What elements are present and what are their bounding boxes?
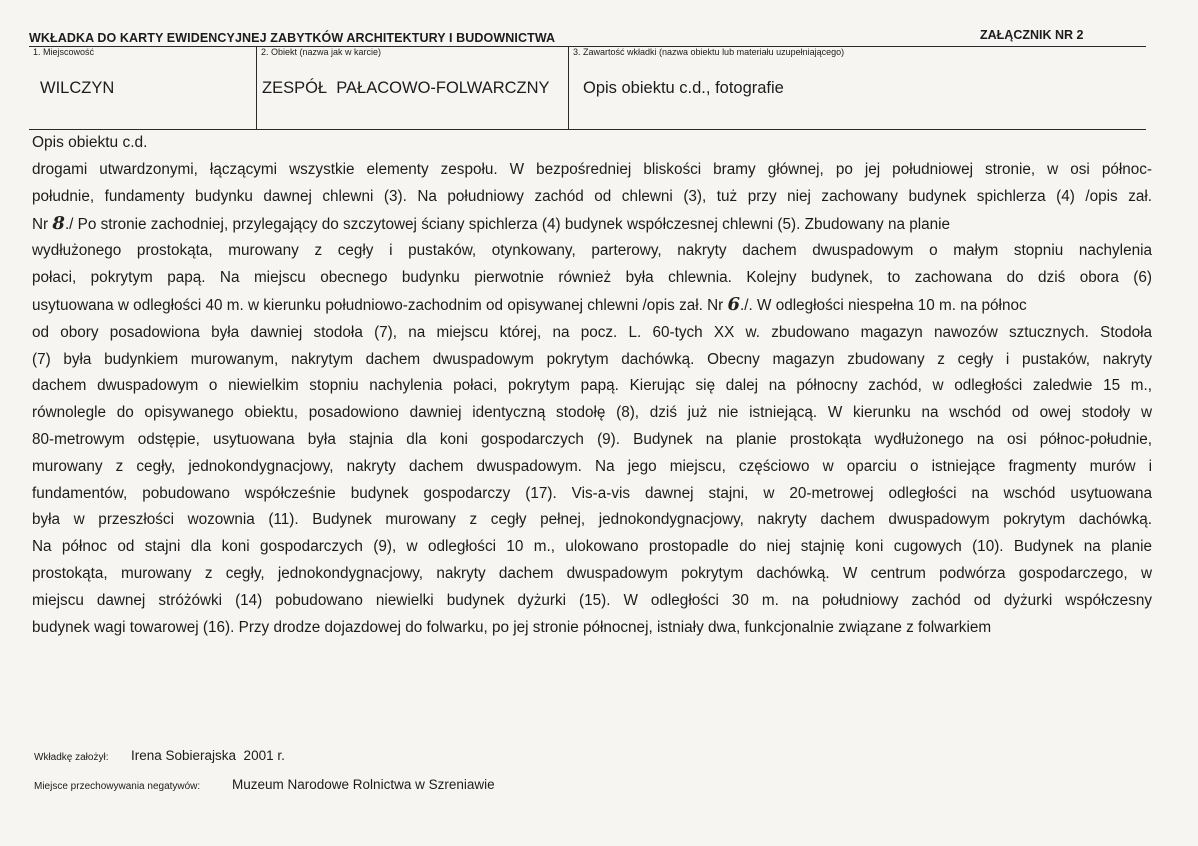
text-line: równolegle do opisywanego obiektu, posadowiono dawniej identyczną stodołę (8), dziś już nie istniejącą. W kierunku na wschód od owej stodoły w: [32, 404, 1152, 422]
description-body: [32, 157, 1152, 641]
form-title: WKŁADKA DO KARTY EWIDENCYJNEJ ZABYTKÓW ARCHITEKTURY I BUDOWNICTWA: [29, 31, 556, 45]
locality-label: 1. Miejscowość: [33, 47, 95, 57]
text-line: [32, 292, 1152, 320]
header-bottom-rule: [29, 129, 1146, 130]
text-line: od obory posadowiona była dawniej stodoła (7), na miejscu której, na pocz. L. 60-tych XX w. zbudowano magazyn nawozów sztucznych. Stodoła: [32, 323, 1152, 341]
column-divider-1: [256, 46, 257, 129]
object-value: ZESPÓŁ PAŁACOWO-FOLWARCZNY: [262, 79, 550, 97]
object-label: 2. Obiekt (nazwa jak w karcie): [261, 47, 382, 57]
text-line: budynek wagi towarowej (16). Przy drodze dojazdowej do folwarku, po jej stronie północnej, istniały dwa, funkcjonalnie związane z folwarkiem: [32, 618, 992, 636]
text-line: miejscu dawnej stróżówki (14) pobudowano niewielki budynek dyżurki (15). W odległości 30 m. na południowy zachód od dyżurki współczesny: [32, 591, 1152, 609]
text-fragment: ./ Po stronie zachodniej, przylegający do szczytowej ściany spichlerza (4) budynek współczesnej chlewni (5). Zbudowany na planie: [64, 215, 951, 233]
text-line: Na północ od stajni dla koni gospodarczych (9), w odległości 10 m., ulokowano prostopadle do niej stajnię koni cugowych (10). Budynek na planie: [32, 538, 1152, 556]
text-line: prostokąta, murowany z cegły, jednokondygnacjowy, nakryty dachem dwuspadowym pokrytym dachówką. W centrum podwórza gospodarczego, w: [32, 564, 1152, 582]
storage-label: Miejsce przechowywania negatywów:: [34, 781, 201, 792]
locality-value: WILCZYN: [40, 79, 115, 97]
content-value: Opis obiektu c.d., fotografie: [583, 79, 784, 97]
text-fragment: ./. W odległości niespełna 10 m. na północ: [740, 296, 1027, 314]
text-fragment: usytuowana w odległości 40 m. w kierunku południowo-zachodnim od opisywanej chlewni /opis zał. Nr: [32, 296, 724, 314]
text-line: [32, 211, 1152, 239]
text-line: drogami utwardzonymi, łączącymi wszystkie elementy zespołu. W bezpośredniej bliskości bramy głównej, po jej południowej stronie, w osi północ-: [32, 161, 1152, 178]
text-line: fundamentów, pobudowano współcześnie budynek gospodarczy (17). Vis-a-vis dawnej stajni, w 20-metrowej odległości na wschód usytuowana: [32, 484, 1152, 502]
text-line: była w przeszłości wozownia (11). Budynek murowany z cegły pełnej, jednokondygnacjowy, nakryty dachem dwuspadowym pokrytym dachówką.: [32, 511, 1152, 529]
text-fragment: Nr: [32, 215, 49, 233]
text-line: południe, fundamenty budynku dawnej chlewni (3). Na południowy zachód od chlewni (3), tuż przy niej zachowany budynek spichlerza (4) /opis zał.: [32, 187, 1152, 205]
storage-value: Muzeum Narodowe Rolnictwa w Szreniawie: [232, 777, 495, 792]
attachment-number: ZAŁĄCZNIK NR 2: [980, 28, 1084, 42]
content-label: 3. Zawartość wkładki (nazwa obiektu lub materiału uzupełniającego): [573, 47, 845, 57]
text-line: dachem dwuspadowym o niewielkim stopniu nachylenia połaci, pokrytym papą. Kierując się dalej na północny zachód, w odległości zaledwie 15 m.,: [32, 377, 1152, 395]
section-title: Opis obiektu c.d.: [32, 134, 148, 151]
column-divider-2: [568, 46, 569, 129]
founder-label: Wkładkę założył:: [34, 752, 109, 763]
text-line: 80-metrowym odstępie, usytuowana była stajnia dla koni gospodarczych (9). Budynek na planie prostokąta wydłużonego na osi północ-południe,: [32, 430, 1152, 448]
text-line: połaci, pokrytym papą. Na miejscu obecnego budynku pierwotnie również była chlewnia. Kolejny budynek, to zachowana do dziś obora (6): [32, 269, 1152, 287]
handwritten-number: 6: [727, 293, 741, 315]
text-line: (7) była budynkiem murowanym, nakrytym dachem dwuspadowym pokrytym dachówką. Obecny magazyn zbudowany z cegły i pustaków, nakryty: [32, 350, 1152, 368]
text-line: wydłużonego prostokąta, murowany z cegły i pustaków, otynkowany, parterowy, nakryty dachem dwuspadowym o małym stopniu nachylenia: [32, 242, 1152, 260]
text-line: murowany z cegły, jednokondygnacjowy, nakryty dachem dwuspadowym. Na jego miejscu, częściowo w oparciu o istniejące fragmenty murów i: [32, 457, 1152, 475]
founder-value: Irena Sobierajska 2001 r.: [131, 748, 285, 763]
handwritten-number: 8: [52, 212, 65, 234]
